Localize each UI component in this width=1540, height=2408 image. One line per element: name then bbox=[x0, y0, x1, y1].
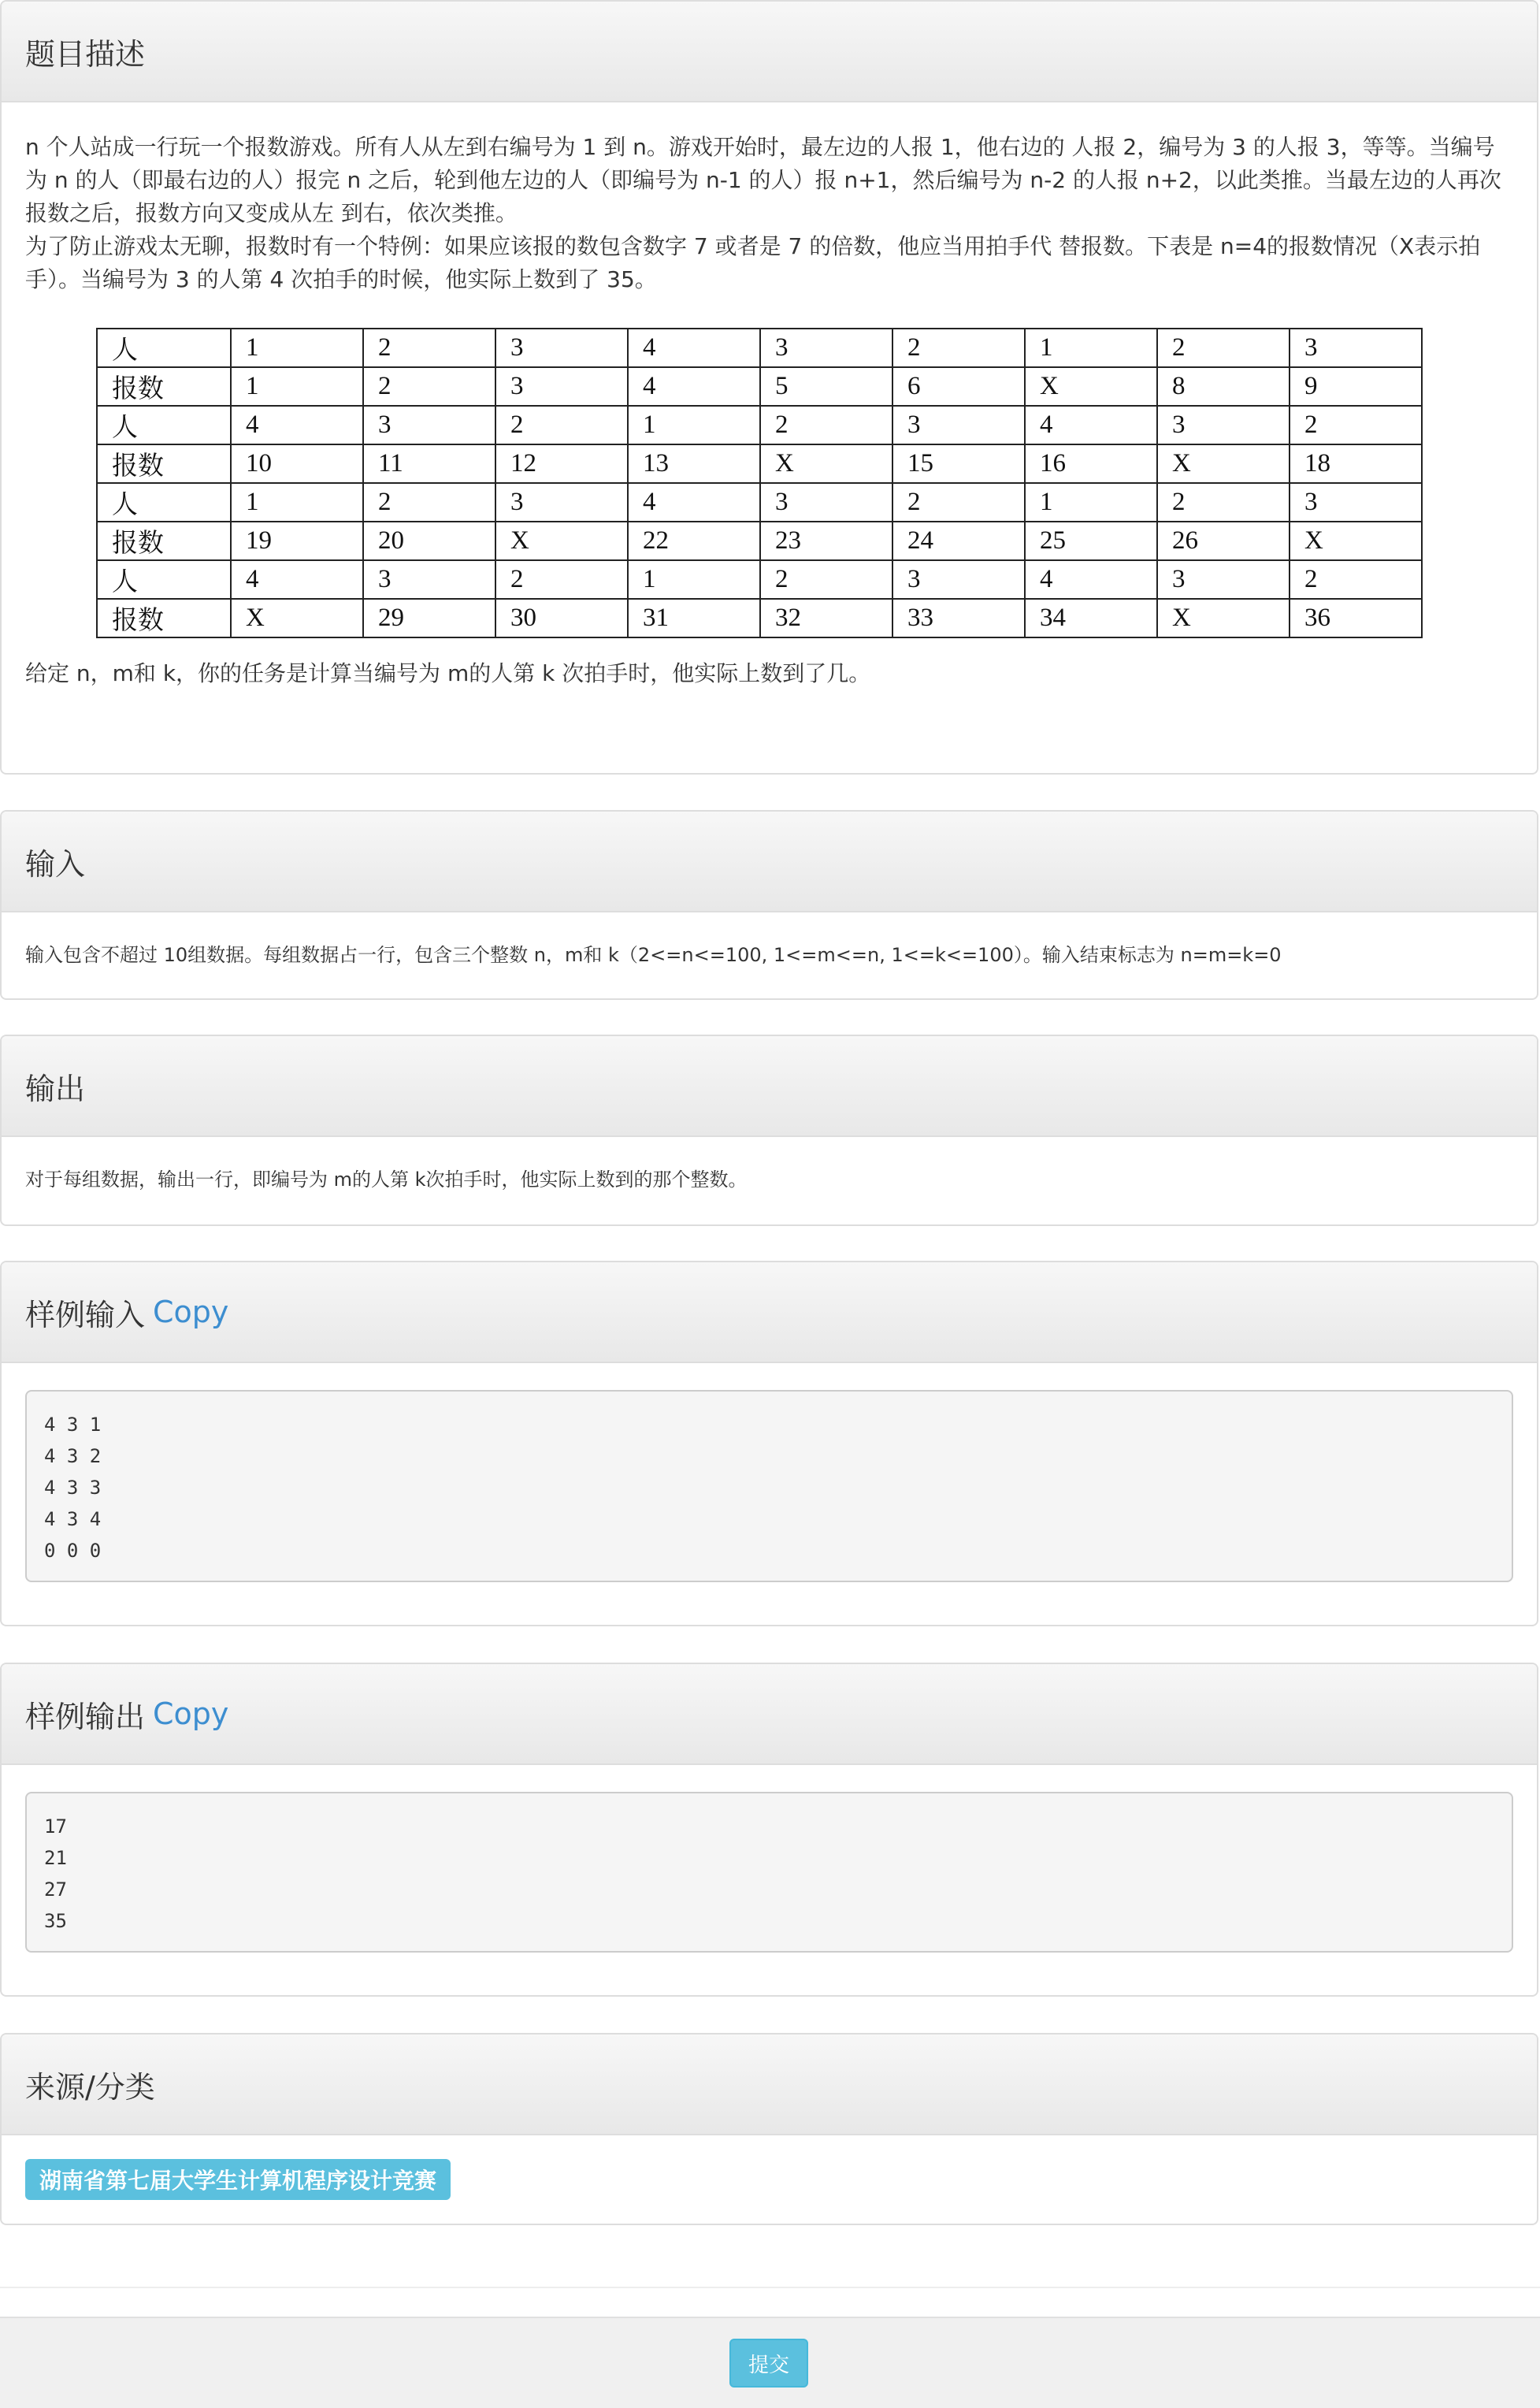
table-cell: 2 bbox=[892, 483, 1025, 522]
sample-input-title: 样例输入 bbox=[25, 1297, 146, 1332]
sample-output-title: 样例输出 bbox=[25, 1699, 146, 1734]
table-cell: 3 bbox=[495, 483, 628, 522]
table-cell: 4 bbox=[628, 483, 760, 522]
table-cell: 34 bbox=[1025, 599, 1157, 637]
table-cell: 1 bbox=[1025, 483, 1157, 522]
table-cell: 3 bbox=[892, 560, 1025, 599]
table-cell: 2 bbox=[495, 560, 628, 599]
table-cell: X bbox=[231, 599, 363, 637]
table-cell: 3 bbox=[495, 329, 628, 367]
table-cell: 25 bbox=[1025, 522, 1157, 560]
table-cell: 4 bbox=[628, 329, 760, 367]
table-cell: 1 bbox=[231, 329, 363, 367]
table-cell: 3 bbox=[1290, 483, 1422, 522]
table-cell: 23 bbox=[760, 522, 892, 560]
table-row bbox=[97, 406, 1422, 444]
table-row-label: 报数 bbox=[97, 522, 231, 560]
description-body bbox=[2, 102, 1537, 719]
table-cell: 3 bbox=[495, 367, 628, 406]
output-heading: 输出 bbox=[2, 1036, 1537, 1137]
sample-output-heading bbox=[2, 1664, 1537, 1765]
sample-output-code bbox=[25, 1792, 1513, 1953]
description-paragraph: 为了防止游戏太无聊，报数时有一个特例：如果应该报的数包含数字 7 或者是 7 的倍数，他应当用拍手代 替报数。下表是 n=4的报数情况（X表示拍手）。当编号为 3 的人第 4 次拍手的时候，他实际上数到了 35。 bbox=[25, 233, 1481, 292]
source-panel bbox=[0, 2033, 1538, 2225]
table-cell: 4 bbox=[231, 406, 363, 444]
table-cell: 1 bbox=[1025, 329, 1157, 367]
table-cell: 3 bbox=[760, 483, 892, 522]
description-panel bbox=[0, 0, 1538, 775]
table-row bbox=[97, 444, 1422, 483]
count-table bbox=[96, 328, 1423, 638]
table-cell: 3 bbox=[760, 329, 892, 367]
table-row-label: 人 bbox=[97, 560, 231, 599]
submit-button[interactable]: 提交 bbox=[729, 2339, 808, 2388]
table-cell: X bbox=[1157, 599, 1290, 637]
table-cell: 24 bbox=[892, 522, 1025, 560]
table-cell: 29 bbox=[363, 599, 495, 637]
table-cell: 2 bbox=[1157, 329, 1290, 367]
table-row-label: 人 bbox=[97, 329, 231, 367]
sample-input-code bbox=[25, 1390, 1513, 1582]
table-cell: 3 bbox=[363, 406, 495, 444]
table-cell: 2 bbox=[892, 329, 1025, 367]
table-cell: 2 bbox=[363, 483, 495, 522]
table-cell: 3 bbox=[892, 406, 1025, 444]
table-cell: 1 bbox=[628, 406, 760, 444]
table-cell: 36 bbox=[1290, 599, 1422, 637]
table-row bbox=[97, 329, 1422, 367]
table-cell: 3 bbox=[363, 560, 495, 599]
table-cell: 2 bbox=[495, 406, 628, 444]
table-cell: 3 bbox=[1290, 329, 1422, 367]
table-cell: X bbox=[1025, 367, 1157, 406]
table-cell: 4 bbox=[1025, 560, 1157, 599]
sample-output-line: 27 bbox=[44, 1878, 67, 1901]
table-cell: 2 bbox=[760, 560, 892, 599]
table-cell: 9 bbox=[1290, 367, 1422, 406]
table-cell: 13 bbox=[628, 444, 760, 483]
sample-input-heading bbox=[2, 1262, 1537, 1363]
table-row bbox=[97, 522, 1422, 560]
table-row bbox=[97, 599, 1422, 637]
table-cell: 32 bbox=[760, 599, 892, 637]
table-cell: 10 bbox=[231, 444, 363, 483]
table-cell: 15 bbox=[892, 444, 1025, 483]
source-heading: 来源/分类 bbox=[2, 2035, 1537, 2135]
table-cell: 31 bbox=[628, 599, 760, 637]
table-cell: 1 bbox=[231, 367, 363, 406]
table-cell: X bbox=[495, 522, 628, 560]
input-text: 输入包含不超过 10组数据。每组数据占一行，包含三个整数 n，m和 k（2<=n<=100, 1<=m<=n, 1<=k<=100）。输入结束标志为 n=m=k=0 bbox=[25, 944, 1282, 966]
table-cell: 11 bbox=[363, 444, 495, 483]
output-text: 对于每组数据，输出一行，即编号为 m的人第 k次拍手时，他实际上数到的那个整数。 bbox=[25, 1169, 748, 1191]
table-cell: 18 bbox=[1290, 444, 1422, 483]
sample-input-line: 4 3 3 bbox=[44, 1477, 102, 1499]
table-cell: 5 bbox=[760, 367, 892, 406]
table-cell: 16 bbox=[1025, 444, 1157, 483]
table-row bbox=[97, 560, 1422, 599]
table-row bbox=[97, 367, 1422, 406]
table-cell: 4 bbox=[628, 367, 760, 406]
table-row-label: 报数 bbox=[97, 444, 231, 483]
table-cell: X bbox=[1157, 444, 1290, 483]
table-cell: X bbox=[760, 444, 892, 483]
table-cell: 8 bbox=[1157, 367, 1290, 406]
table-cell: 26 bbox=[1157, 522, 1290, 560]
sample-input-copy-link[interactable]: Copy bbox=[153, 1295, 229, 1329]
table-cell: 1 bbox=[231, 483, 363, 522]
table-cell: 4 bbox=[231, 560, 363, 599]
table-cell: 2 bbox=[1290, 406, 1422, 444]
description-paragraph: n 个人站成一行玩一个报数游戏。所有人从左到右编号为 1 到 n。游戏开始时，最左边的人报 1，他右边的 人报 2，编号为 3 的人报 3，等等。当编号为 n 的人（即最右边的人）报完 n 之后，轮到他左边的人（即编号为 n-1 的人）报 n+1，然后编号为 n-2 的人报 n+2，以此类推。当最左边的人再次报数之后，报数方向又变成从左 到右，依次类推。 bbox=[25, 134, 1501, 226]
table-cell: X bbox=[1290, 522, 1422, 560]
sample-input-line: 4 3 2 bbox=[44, 1445, 102, 1467]
table-cell: 22 bbox=[628, 522, 760, 560]
sample-output-copy-link[interactable]: Copy bbox=[153, 1696, 229, 1731]
sample-input-line: 4 3 1 bbox=[44, 1414, 102, 1436]
table-cell: 2 bbox=[1290, 560, 1422, 599]
table-cell: 6 bbox=[892, 367, 1025, 406]
sample-output-line: 35 bbox=[44, 1910, 67, 1932]
footer-bar bbox=[0, 2317, 1540, 2408]
input-panel bbox=[0, 810, 1538, 1000]
table-cell: 2 bbox=[363, 329, 495, 367]
sample-output-panel bbox=[0, 1663, 1538, 1997]
description-closing: 给定 n，m和 k，你的任务是计算当编号为 m的人第 k 次拍手时，他实际上数到了几。 bbox=[25, 660, 871, 686]
description-heading: 题目描述 bbox=[2, 2, 1537, 102]
table-cell: 2 bbox=[760, 406, 892, 444]
sample-input-panel bbox=[0, 1261, 1538, 1626]
table-cell: 1 bbox=[628, 560, 760, 599]
table-row-label: 报数 bbox=[97, 367, 231, 406]
table-cell: 4 bbox=[1025, 406, 1157, 444]
table-cell: 33 bbox=[892, 599, 1025, 637]
footer-divider bbox=[0, 2287, 1540, 2288]
sample-input-line: 4 3 4 bbox=[44, 1508, 102, 1530]
table-cell: 12 bbox=[495, 444, 628, 483]
table-cell: 2 bbox=[1157, 483, 1290, 522]
sample-input-line: 0 0 0 bbox=[44, 1540, 102, 1562]
table-row bbox=[97, 483, 1422, 522]
table-cell: 3 bbox=[1157, 406, 1290, 444]
output-panel bbox=[0, 1035, 1538, 1226]
input-heading: 输入 bbox=[2, 812, 1537, 912]
table-row-label: 人 bbox=[97, 406, 231, 444]
source-tag[interactable]: 湖南省第七届大学生计算机程序设计竞赛 bbox=[25, 2159, 451, 2200]
table-cell: 2 bbox=[363, 367, 495, 406]
table-cell: 19 bbox=[231, 522, 363, 560]
sample-output-line: 21 bbox=[44, 1847, 67, 1869]
table-row-label: 报数 bbox=[97, 599, 231, 637]
sample-output-line: 17 bbox=[44, 1815, 67, 1838]
table-cell: 20 bbox=[363, 522, 495, 560]
table-row-label: 人 bbox=[97, 483, 231, 522]
table-cell: 3 bbox=[1157, 560, 1290, 599]
table-cell: 30 bbox=[495, 599, 628, 637]
